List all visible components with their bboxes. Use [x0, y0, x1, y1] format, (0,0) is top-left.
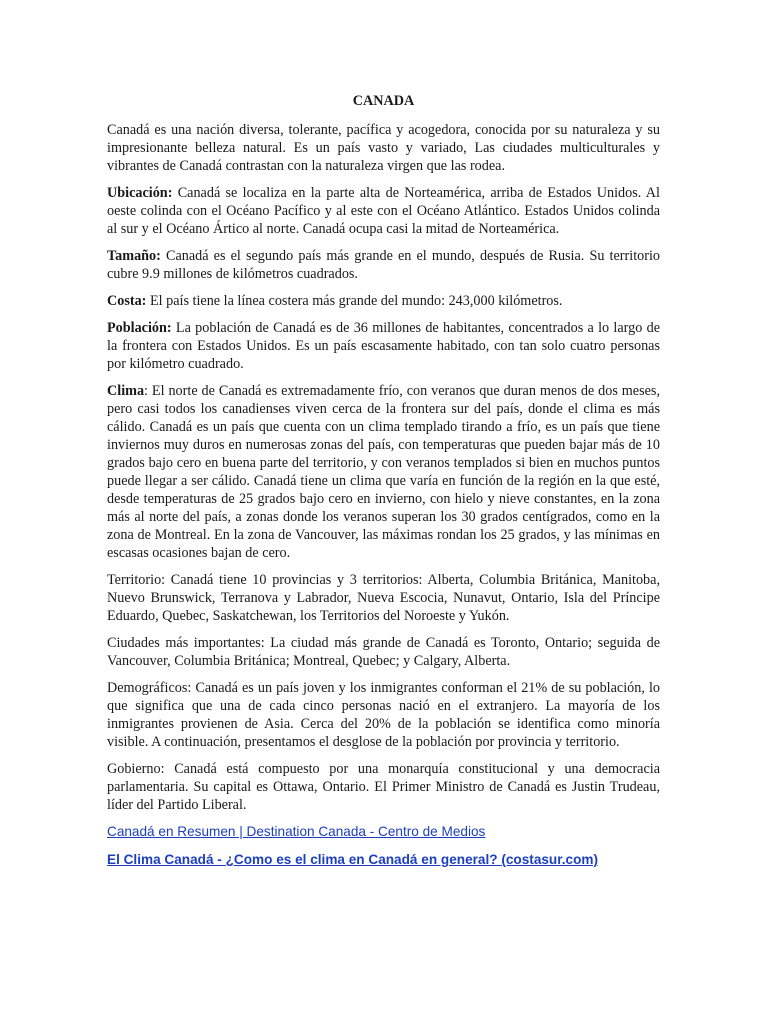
section-ubicacion: [107, 184, 660, 238]
section-costa: [107, 292, 660, 310]
section-text: Canadá se localiza en la parte alta de Norteamérica, arriba de Estados Unidos. Al oeste colinda con el Océano Pacífico y al este con el Océano Atlántico. Estados Unidos colinda al sur y el Océano Ártico al norte. Canadá ocupa casi la mitad de Norteamérica.: [107, 185, 660, 237]
section-clima: [107, 382, 660, 562]
section-text: : El norte de Canadá es extremadamente frío, con veranos que duran menos de dos meses, pero casi todos los canadienses viven cerca de la frontera sur del país, donde el clima es más cálido. Canadá es un país que cuenta con un clima templado tirando a frío, es un país que tiene inviernos muy duros en numerosas zonas del país, con temperaturas que pueden bajar más de 10 grados bajo cero en buena parte del territorio, y con veranos templados si bien en muchos puntos puede llegar a ser cálido. Canadá tiene un clima que varía en función de la región en la que esté, desde temperaturas de 25 grados bajo cero en invierno, con hielo y nieve constantes, en la zona más al norte del país, a zonas donde los veranos superan los 30 grados centígrados, como en la zona de Montreal. En la zona de Vancouver, las máximas rondan los 25 grados, y las mínimas en escasas ocasiones bajan de cero.: [107, 383, 660, 561]
paragraph-territorio: Territorio: Canadá tiene 10 provincias y 3 territorios: Alberta, Columbia Británica, Manitoba, Nuevo Brunswick, Terranova y Labrador, Nueva Escocia, Nunavut, Ontario, Isla del Príncipe Eduardo, Quebec, Saskatchewan, los Territorios del Noroeste y Yukón.: [107, 572, 660, 624]
section-poblacion: [107, 319, 660, 373]
section-text: Canadá es el segundo país más grande en el mundo, después de Rusia. Su territorio cubre 9.9 millones de kilómetros cuadrados.: [107, 248, 660, 282]
link-destination-canada[interactable]: Canadá en Resumen | Destination Canada - Centro de Medios: [107, 824, 486, 839]
section-label: Costa:: [107, 293, 147, 309]
section-label: Población:: [107, 320, 172, 336]
link-row: [107, 851, 660, 869]
link-costasur-clima[interactable]: El Clima Canadá - ¿Como es el clima en Canadá en general? (costasur.com): [107, 852, 599, 867]
document-title: CANADA: [352, 93, 415, 109]
section-text: La población de Canadá es de 36 millones de habitantes, concentrados a lo largo de la frontera con Estados Unidos. Es un país escasamente habitado, con tan solo cuatro personas por kilómetro cuadrado.: [107, 320, 660, 372]
paragraph-demograficos: Demográficos: Canadá es un país joven y los inmigrantes conforman el 21% de su población, lo que significa que una de cada cinco personas nació en el extranjero. La mayoría de los inmigrantes provienen de Asia. Cerca del 20% de la población se identifica como minoría visible. A continuación, presentamos el desglose de la población por provincia y territorio.: [107, 680, 660, 750]
section-label: Clima: [107, 383, 145, 399]
section-label: Ubicación:: [107, 185, 173, 201]
paragraph-gobierno: Gobierno: Canadá está compuesto por una monarquía constitucional y una democracia parlamentaria. Su capital es Ottawa, Ontario. El Primer Ministro de Canadá es Justin Trudeau, líder del Partido Liberal.: [107, 761, 660, 813]
section-label: Tamaño:: [107, 248, 161, 264]
paragraph-ciudades: Ciudades más importantes: La ciudad más grande de Canadá es Toronto, Ontario; seguida de Vancouver, Columbia Británica; Montreal, Quebec; y Calgary, Alberta.: [107, 635, 660, 669]
link-row: [107, 823, 660, 841]
section-text: El país tiene la línea costera más grande del mundo: 243,000 kilómetros.: [146, 293, 563, 309]
intro-paragraph: Canadá es una nación diversa, tolerante, pacífica y acogedora, conocida por su naturaleza y su impresionante belleza natural. Es un país vasto y variado, Las ciudades multiculturales y vibrantes de Canadá contrastan con la naturaleza virgen que las rodea.: [107, 122, 660, 174]
document-page: [107, 92, 660, 869]
section-tamano: [107, 247, 660, 283]
